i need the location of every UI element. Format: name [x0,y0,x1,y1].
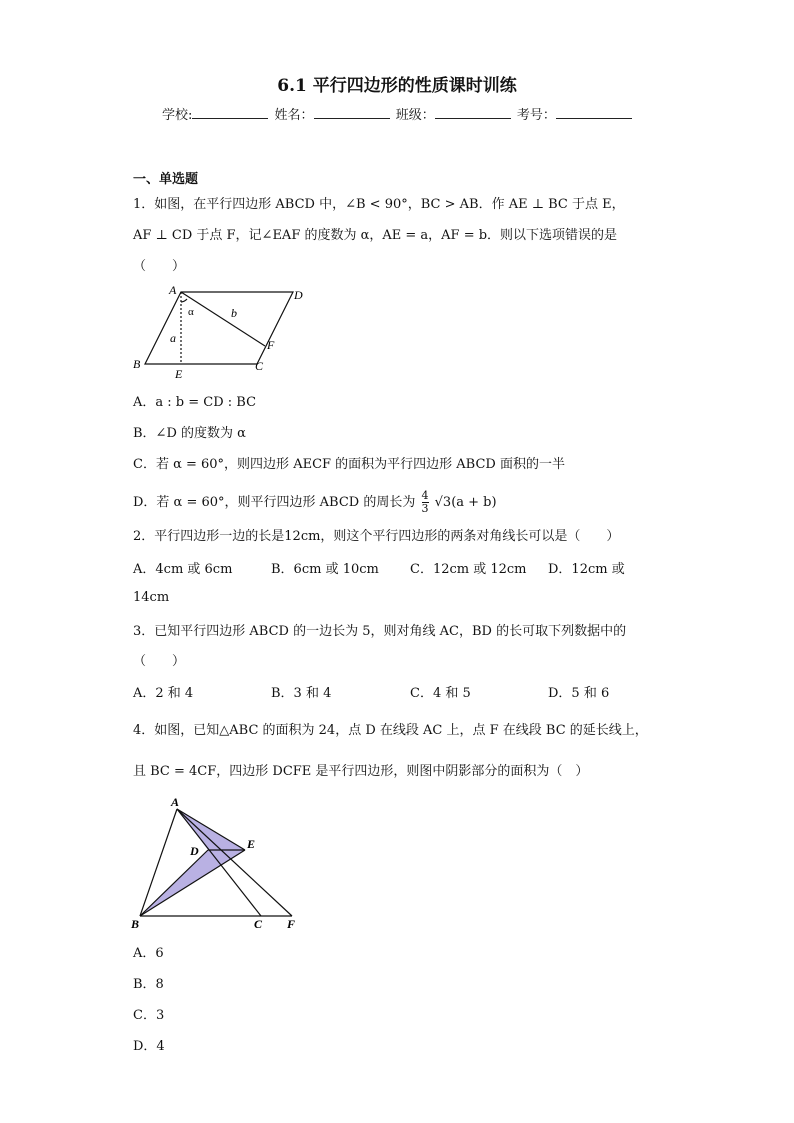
q2-option-c: C．12cm 或 12cm [410,562,527,577]
q4-option-d: D．4 [133,1039,165,1054]
q3-stem: 3．已知平行四边形 ABCD 的一边长为 5，则对角线 AC，BD 的长可取下列数据中的 [133,624,627,639]
q4-label-a: A [171,795,180,809]
fraction-numerator: 4 [421,489,429,502]
q1-option-c: C．若 α = 60°，则四边形 AECF 的面积为平行四边形 ABCD 面积的一半 [133,457,565,472]
school-label: 学校: [162,108,193,123]
q1-bracket: （ ） [133,259,186,274]
q4-label-d: D [190,844,199,858]
q1-label-side-b: b [231,306,237,320]
q1-option-a: A．a : b = CD : BC [133,395,257,410]
q1-label-c: C [255,359,264,373]
name-label: 姓名： [274,108,314,123]
section-heading: 一、单选题 [133,172,199,187]
exam-no-blank [556,106,632,119]
q4-option-c: C．3 [133,1008,165,1023]
q4-label-f: F [287,917,296,931]
q2-stem: 2．平行四边形一边的长是12cm，则这个平行四边形的两条对角线长可以是（ ） [133,529,620,544]
q4-segment-be [140,850,245,916]
fraction-denominator: 3 [421,502,429,515]
q1-stem-line2: AF ⊥ CD 于点 F，记∠EAF 的度数为 α，AE = a，AF = b．则以下选项错误的是 [133,228,618,243]
class-label: 班级： [395,108,435,123]
class-blank [435,106,511,119]
q1-option-d-fraction [422,490,429,515]
q4-label-e: E [247,837,256,851]
school-blank [192,106,268,119]
q1-option-b: B．∠D 的度数为 α [133,426,246,441]
q1-label-side-a: a [170,331,176,345]
q1-parallelogram [145,292,293,364]
q2-option-b: B．6cm 或 10cm [271,562,379,577]
q4-label-c: C [254,917,263,931]
q1-label-e: E [175,367,183,381]
q4-stem-line2: 且 BC = 4CF，四边形 DCFE 是平行四边形，则图中阴影部分的面积为（ ） [133,764,589,779]
q1-label-d: D [294,288,303,302]
q2-option-d: D．12cm 或 [548,562,625,577]
page-title: 6.1 平行四边形的性质课时训练 [277,76,517,96]
q2-option-d-continued: 14cm [133,590,170,605]
q4-segment-ac [177,809,261,916]
q4-figure [128,792,313,932]
q3-option-b: B．3 和 4 [271,686,332,701]
student-info-row [162,104,634,123]
exam-no-label: 考号： [516,108,556,123]
q2-option-a: A．4cm 或 6cm [133,562,233,577]
q3-bracket: （ ） [133,654,186,669]
q4-segment-bd [140,850,208,916]
q4-segment-af [177,809,292,916]
q3-option-d: D．5 和 6 [548,686,610,701]
q1-option-d-text: D．若 α = 60°，则平行四边形 ABCD 的周长为 [133,495,416,510]
q1-label-alpha: α [188,306,194,318]
q1-figure [128,282,328,382]
q1-segment-af [181,292,265,346]
q1-stem-line1: 1．如图，在平行四边形 ABCD 中，∠B < 90°，BC > AB．作 AE ⊥ BC 于点 E， [133,197,625,212]
q4-option-b: B．8 [133,977,164,992]
q1-option-d-expression: √3(a + b) [434,495,497,510]
q1-label-b: B [133,357,141,371]
q4-label-b: B [131,917,140,931]
q1-label-a: A [169,283,177,297]
q3-option-a: A．2 和 4 [133,686,194,701]
name-blank [314,106,390,119]
q4-stem-line1: 4．如图，已知△ABC 的面积为 24，点 D 在线段 AC 上，点 F 在线段 BC 的延长线上， [133,723,648,738]
q4-option-a: A．6 [133,946,164,961]
q1-label-f: F [267,338,275,352]
q1-angle-arc [181,299,187,302]
q1-option-d [133,490,497,515]
q3-option-c: C．4 和 5 [410,686,471,701]
